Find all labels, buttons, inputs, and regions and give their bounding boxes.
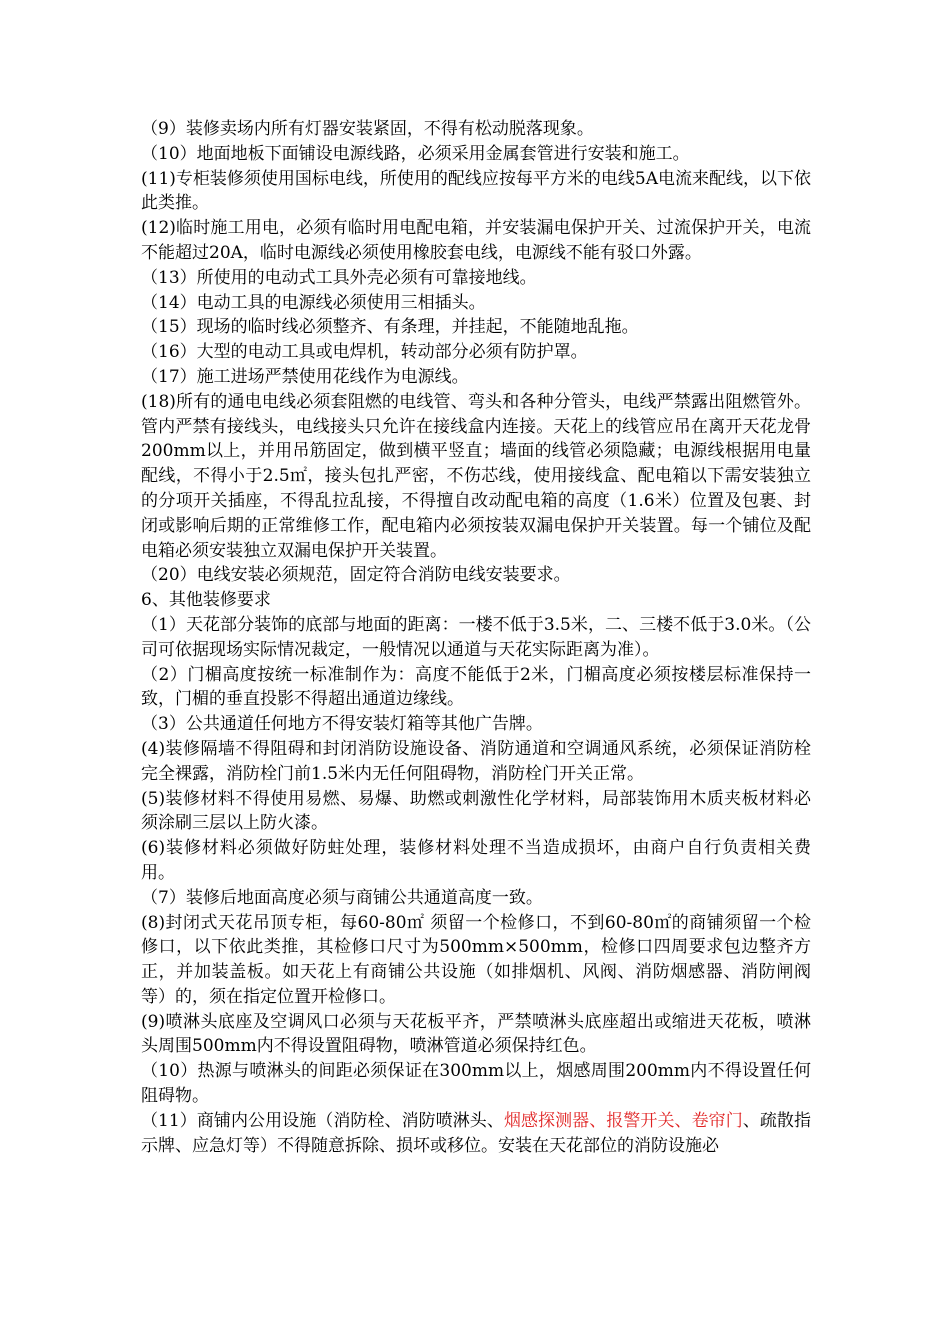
other-paragraph-4: (4)装修隔墙不得阻碍和封闭消防设施设备、消防通道和空调通风系统，必须保证消防栓完全裸露，消防栓门前1.5米内无任何阻碍物，消防栓门开关正常。: [141, 738, 811, 784]
paragraph-16: （16）大型的电动工具或电焊机，转动部分必须有防护罩。: [141, 342, 588, 363]
other-paragraph-2: （2）门楣高度按统一标准制作为：高度不能低于2米，门楣高度必须按楼层标准保持一致，门楣的垂直投影不得超出通道边缘线。: [141, 664, 811, 710]
paragraph-15: （15）现场的临时线必须整齐、有条理，并挂起，不能随地乱拖。: [141, 317, 639, 338]
other-paragraph-10: （10）热源与喷淋头的间距必须保证在300mm以上，烟感周围200mm内不得设置任何阻碍物。: [141, 1061, 811, 1107]
paragraph-14: （14）电动工具的电源线必须使用三相插头。: [141, 292, 486, 313]
other-paragraph-3: （3）公共通道任何地方不得安装灯箱等其他广告牌。: [141, 714, 543, 735]
paragraph-13: （13）所使用的电动式工具外壳必须有可靠接地线。: [141, 267, 537, 288]
document-page: [141, 117, 811, 1158]
paragraph-12: (12)临时施工用电，必须有临时用电配电箱，并安装漏电保护开关、过流保护开关，电流不能超过20A，临时电源线必须使用橡胶套电线，电源线不能有驳口外露。: [141, 218, 811, 263]
other-paragraph-5: (5)装修材料不得使用易燃、易爆、助燃或刺激性化学材料，局部装饰用木质夹板材料必须涂刷三层以上防火漆。: [141, 788, 811, 834]
other-paragraph-11: [141, 1109, 811, 1159]
highlighted-facilities-text: 烟感探测器、报警开关、卷帘门: [503, 1110, 743, 1131]
other-paragraph-9: (9)喷淋头底座及空调风口必须与天花板平齐，严禁喷淋头底座超出或缩进天花板，喷淋头周围500mm内不得设置阻碍物，喷淋管道必须保持红色。: [141, 1011, 811, 1057]
paragraph-10: （10）地面地板下面铺设电源线路，必须采用金属套管进行安装和施工。: [141, 143, 690, 164]
paragraph-11-segment-end: 、疏散指示牌、应急灯等）不得随意拆除、损坏或移位。安装在天花部位的消防设施必: [141, 1110, 811, 1156]
paragraph-20: （20）电线安装必须规范，固定符合消防电线安装要求。: [141, 565, 571, 586]
other-paragraph-8: (8)封闭式天花吊顶专柜，每60-80㎡ 须留一个检修口，不到60-80㎡的商铺须留一个检修口，以下依此类推，其检修口尺寸为500mm×500mm，检修口四周要求包边整齐方正，并加装盖板。如天花上有商铺公共设施（如排烟机、风阀、消防烟感器、消防闸阀等）的，须在指定位置开检修口。: [141, 912, 811, 1007]
other-paragraph-6: (6)装修材料必须做好防蛀处理，装修材料处理不当造成损坏，由商户自行负责相关费用。: [141, 838, 811, 883]
paragraph-17: （17）施工进场严禁使用花线作为电源线。: [141, 366, 469, 387]
other-paragraph-7: （7）装修后地面高度必须与商铺公共通道高度一致。: [141, 887, 543, 908]
section-heading-6: 6、其他装修要求: [141, 590, 271, 611]
other-paragraph-1: （1）天花部分装饰的底部与地面的距离：一楼不低于3.5米，二、三楼不低于3.0米。（公司可依据现场实际情况裁定，一般情况以通道与天花实际距离为准）。: [141, 614, 811, 660]
paragraph-11: (11)专柜装修须使用国标电线，所使用的配线应按每平方米的电线5A电流来配线，以下依此类推。: [141, 168, 811, 214]
paragraph-9: （9）装修卖场内所有灯器安装紧固，不得有松动脱落现象。: [141, 119, 594, 139]
paragraph-11-segment-start: （11）商铺内公用设施（消防栓、消防喷淋头、: [141, 1110, 504, 1131]
paragraph-18: (18)所有的通电电线必须套阻燃的电线管、弯头和各种分管头，电线严禁露出阻燃管外。管内严禁有接线头，电线接头只允许在接线盒内连接。天花上的线管应吊在离开天花龙骨200mm以上，并用吊筋固定，做到横平竖直；墙面的线管必须隐藏；电源线根据用电量配线，不得小于2.5㎡，接头包扎严密，不伤芯线，使用接线盒、配电箱以下需安装独立的分项开关插座，不得乱拉乱接，不得擅自改动配电箱的高度（1.6米）位置及包裹、封闭或影响后期的正常维修工作，配电箱内必须按装双漏电保护开关装置。每一个铺位及配电箱必须安装独立双漏电保护开关装置。: [141, 391, 811, 561]
